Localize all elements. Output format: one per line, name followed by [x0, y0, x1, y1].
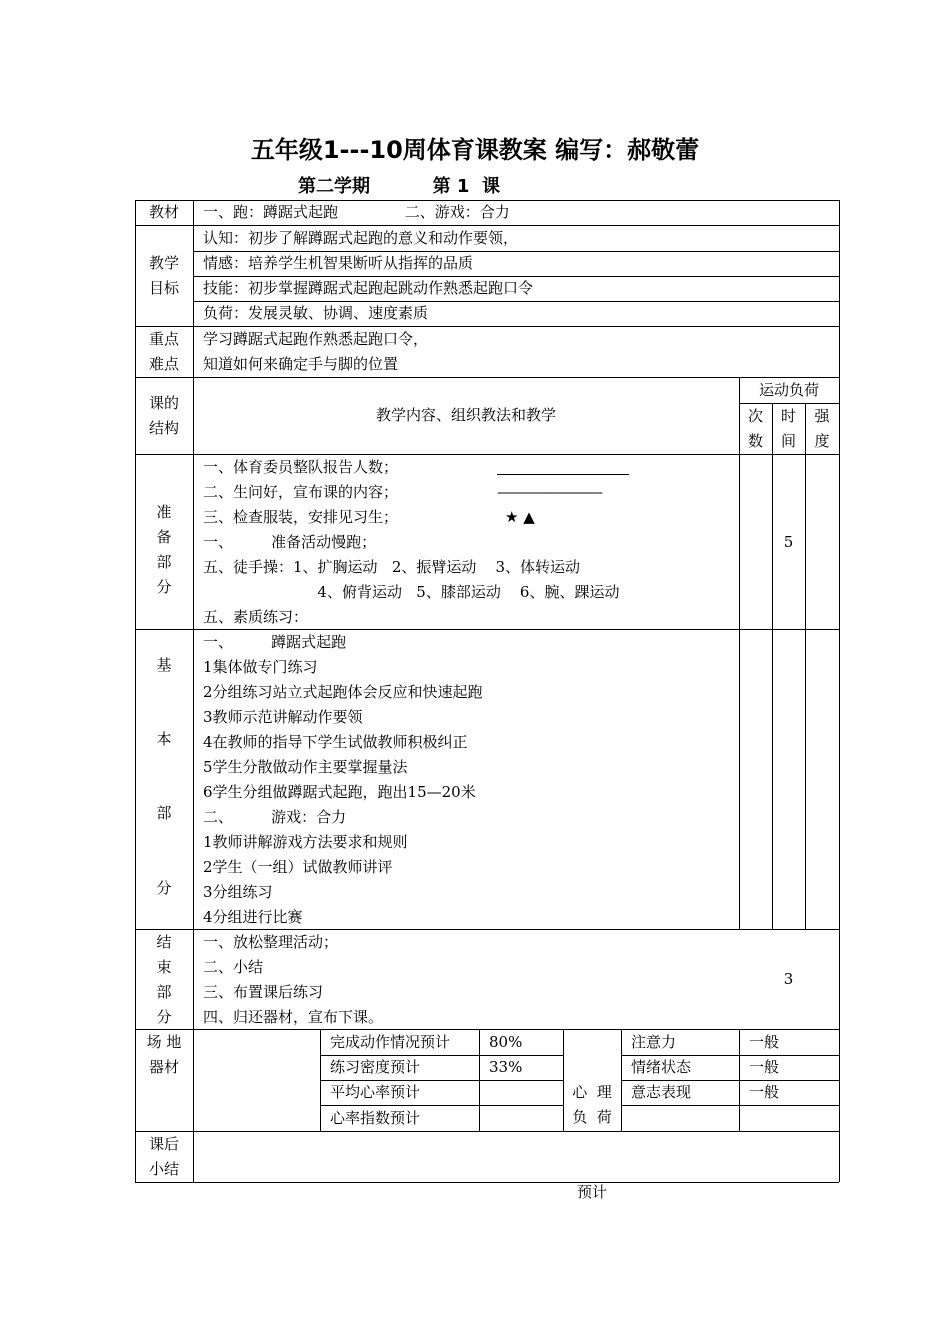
- page-subtitle: 第二学期 第 1 课: [298, 176, 500, 197]
- mubiao-line-skill: 技能：初步掌握蹲踞式起跑起跳动作熟悉起跑口令: [203, 279, 534, 297]
- jiben-line: 3分组练习: [203, 883, 273, 901]
- jiaocai-label: 教材: [148, 203, 179, 221]
- zhongdian-line: 知道如何来确定手与脚的位置: [203, 355, 399, 373]
- kehou-label: 课后 小结: [148, 1135, 179, 1178]
- load-col-time: 时 间: [780, 407, 796, 450]
- jiben-label-3: 部: [156, 804, 172, 822]
- jieshu-line: 三、布置课后练习: [203, 983, 324, 1001]
- jiben-label-1: 基: [156, 656, 172, 674]
- jieshu-label: 结 束 部 分: [156, 933, 172, 1026]
- jiben-line: 2学生（一组）试做教师讲评: [203, 858, 393, 876]
- mubiao-line-emotion: 情感：培养学生机智果断听从指挥的品质: [203, 254, 474, 272]
- jiben-line: 二、 游戏：合力: [203, 808, 347, 826]
- zhunbei-line: 4、俯背运动 5、膝部运动 6、腕、踝运动: [203, 583, 620, 601]
- zhunbei-line: 二、生问好，宣布课的内容；: [203, 483, 399, 501]
- xinli-label: 心 理 负 荷 预计: [572, 1083, 612, 1201]
- jieshu-line: 四、归还器材，宣布下课。: [203, 1008, 384, 1026]
- predict-name: 心率指数预计: [330, 1109, 421, 1127]
- jiben-line: 1教师讲解游戏方法要求和规则: [203, 833, 408, 851]
- changdi-label: 场 地 器材: [146, 1033, 182, 1076]
- mubiao-line-load: 负荷：发展灵敏、协调、速度素质: [203, 304, 429, 322]
- zhunbei-label: 准 备 部 分: [156, 503, 172, 596]
- zhunbei-time: 5: [783, 533, 794, 551]
- zhunbei-line: 一、 准备活动慢跑；: [203, 533, 377, 551]
- jiegou-label: 课的 结构: [148, 394, 179, 437]
- mubiao-line-cognition: 认知：初步了解蹲踞式起跑的意义和动作要领，: [203, 229, 519, 247]
- jiben-line: 4分组进行比赛: [203, 908, 303, 926]
- jiben-line: 2分组练习站立式起跑体会反应和快速起跑: [203, 683, 483, 701]
- xinli-name: 注意力: [631, 1033, 677, 1051]
- predict-name: 完成动作情况预计: [330, 1033, 451, 1051]
- jieshu-line: 二、小结: [203, 958, 264, 976]
- zhongdian-line: 学习蹲踞式起跑作熟悉起跑口令，: [203, 330, 429, 348]
- mubiao-label: 教学 目标: [148, 254, 179, 297]
- dashes-line: ————————: [497, 483, 601, 501]
- predict-value: 33%: [489, 1058, 523, 1076]
- jiben-line: 4在教师的指导下学生试做教师积极纠正: [203, 733, 468, 751]
- jiben-label-4: 分: [156, 879, 172, 897]
- jiben-label-2: 本: [156, 730, 172, 748]
- content-header: 教学内容、组织教法和教学: [375, 406, 556, 424]
- jiben-line: 3教师示范讲解动作要领: [203, 708, 363, 726]
- fill-in-blank-line: [497, 474, 629, 475]
- load-header: 运动负荷: [758, 381, 819, 399]
- predict-name: 平均心率预计: [330, 1083, 421, 1101]
- zhunbei-line: 五、徒手操：1、扩胸运动 2、振臂运动 3、体转运动: [203, 558, 581, 576]
- jieshu-line: 一、放松整理活动；: [203, 933, 339, 951]
- predict-name: 练习密度预计: [330, 1058, 421, 1076]
- xinli-value: 一般: [749, 1058, 780, 1076]
- jieshu-time: 3: [783, 970, 794, 988]
- jiben-line: 6学生分组做蹲踞式起跑，跑出15—20米: [203, 783, 476, 801]
- jiben-line: 1集体做专门练习: [203, 658, 318, 676]
- zhongdian-label: 重点 难点: [148, 330, 179, 373]
- jiben-line: 一、 蹲踞式起跑: [203, 633, 347, 651]
- star-triangle-symbols: ★ ▲: [505, 508, 535, 526]
- xinli-name: 意志表现: [631, 1083, 692, 1101]
- zhunbei-line: 五、素质练习：: [203, 608, 309, 626]
- zhunbei-line: 三、检查服装，安排见习生；: [203, 508, 399, 526]
- xinli-name: 情绪状态: [631, 1058, 692, 1076]
- load-col-intensity: 强 度: [814, 407, 830, 450]
- predict-value: 80%: [489, 1033, 523, 1051]
- jiben-line: 5学生分散做动作主要掌握量法: [203, 758, 408, 776]
- xinli-value: 一般: [749, 1033, 780, 1051]
- jiaocai-content: 一、跑：蹲踞式起跑 二、游戏：合力: [203, 203, 510, 221]
- load-col-count: 次 数: [747, 407, 763, 450]
- page-title: 五年级1---10周体育课教案 编写：郝敬蕾: [250, 136, 700, 164]
- xinli-value: 一般: [749, 1083, 780, 1101]
- zhunbei-line: 一、体育委员整队报告人数；: [203, 458, 399, 476]
